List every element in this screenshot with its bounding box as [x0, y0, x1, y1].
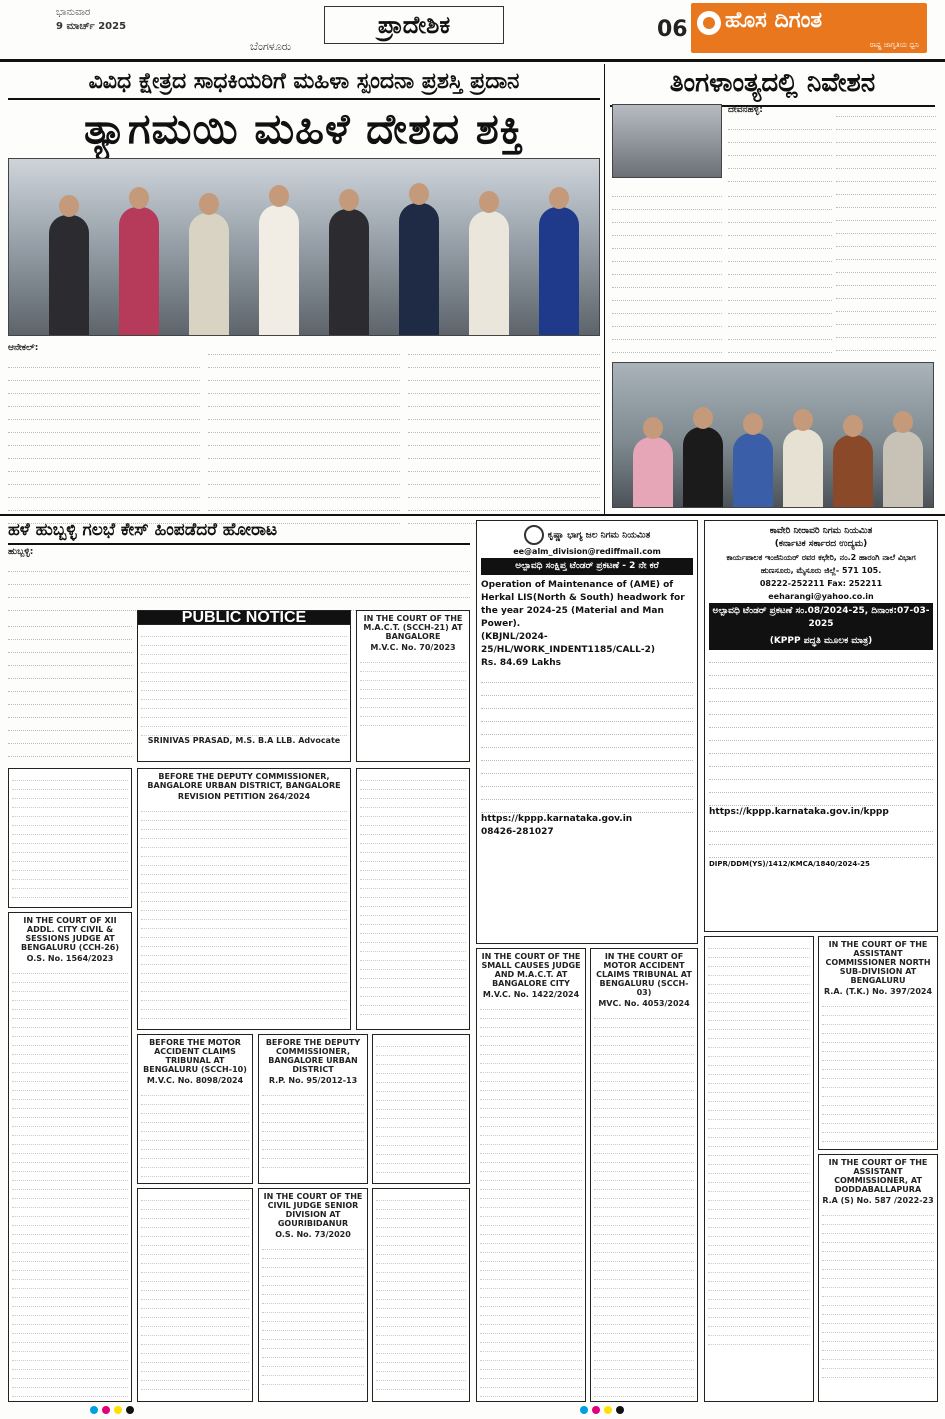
cnnl-tender: [704, 520, 938, 932]
photo-person: [833, 435, 873, 507]
masthead: [0, 0, 945, 62]
issue-day: ಭಾನುವಾರ: [56, 7, 91, 18]
photo-person: [399, 203, 439, 335]
right-thumbnail-photo: [612, 104, 722, 178]
notice-case-no: R.A. (T.K.) No. 397/2024: [823, 987, 933, 996]
notice-case-no: REVISION PETITION 264/2024: [177, 792, 311, 801]
issue-date: [56, 6, 126, 34]
bottom-dateline: ಹುಬ್ಬಳ್ಳಿ:: [8, 547, 34, 557]
issue-date-text: 9 ಮಾರ್ಚ್ 2025: [56, 21, 127, 32]
right-body-col-3: [612, 184, 722, 353]
photo-person: [883, 431, 923, 507]
print-registration-marks: [0, 1406, 945, 1416]
public-notice-title: PUBLIC NOTICE: [138, 611, 350, 625]
magenta-dot-icon: [592, 1406, 600, 1414]
tender-email: eeharangi@yahoo.co.in: [768, 592, 874, 601]
photo-person: [119, 207, 159, 335]
tender-phone: 08426-281027: [481, 827, 554, 837]
photo-person: [783, 429, 823, 507]
yellow-dot-icon: [114, 1406, 122, 1414]
tender-ref: DIPR/DDM(YS)/1412/KMCA/1840/2024-25: [709, 860, 870, 868]
lead-photo: [8, 158, 600, 336]
court-notice: [590, 948, 698, 1402]
bottom-body: [8, 546, 470, 611]
lead-body-col-3: [408, 342, 600, 524]
tender-email: ee@alm_division@rediffmail.com: [513, 547, 661, 556]
notice-case-no: R.P. No. 95/2012-13: [268, 1076, 358, 1085]
photo-person: [733, 433, 773, 507]
lead-headline: ತ್ಯಾಗಮಯಿ ಮಹಿಳೆ ದೇಶದ ಶಕ್ತಿ: [83, 104, 525, 153]
photo-person: [633, 437, 673, 507]
court-notice: [137, 768, 351, 1030]
lead-kicker: ವಿವಿಧ ಕ್ಷೇತ್ರದ ಸಾಧಕಿಯರಿಗೆ ಮಹಿಳಾ ಸ್ಪಂದನಾ ಪ್ರಶಸ್ತಿ ಪ್ರದಾನ: [8, 68, 600, 100]
bottom-headline: ಹಳೆ ಹುಬ್ಬಳ್ಳಿ ಗಲಭೆ ಕೇಸ್ ಹಿಂಪಡೆದರೆ ಹೋರಾಟ: [8, 520, 470, 545]
court-notice: [8, 912, 132, 1402]
kannada-notice: [356, 768, 470, 1030]
kannada-notice: [372, 1034, 470, 1184]
tender-portal[interactable]: https://kppp.karnataka.gov.in/kppp: [709, 807, 889, 817]
lead-body-col-1: [8, 342, 200, 524]
edition-city: ಬೆಂಗಳೂರು: [250, 40, 292, 53]
notice-case-no: MVC. No. 4053/2024: [598, 999, 690, 1008]
kbjnl-tender: [476, 520, 698, 944]
notice-court: BEFORE THE DEPUTY COMMISSIONER, BANGALORE URBAN DISTRICT: [265, 1038, 361, 1074]
cyan-dot-icon: [90, 1406, 98, 1414]
photo-person: [539, 207, 579, 335]
photo-person: [49, 215, 89, 335]
tender-title: ಅಲ್ಪಾವಧಿ ಟೆಂಡರ್ ಪ್ರಕಟಣೆ ಸಂ.08/2024-25, ದಿನಾಂಕ:07-03-2025: [709, 603, 933, 633]
magenta-dot-icon: [102, 1406, 110, 1414]
court-notice-left: [8, 768, 132, 908]
right-body-col-1: [728, 104, 832, 182]
newspaper-tagline: ರಾಷ್ಟ್ರ ಜಾಗೃತಿಯ ಧ್ವನಿ: [869, 41, 919, 49]
right-body-col-4: [728, 184, 832, 353]
kannada-notice: [704, 936, 814, 1402]
notice-court: IN THE COURT OF THE ASSISTANT COMMISSIONER NORTH SUB-DIVISION AT BENGALURU: [825, 940, 931, 985]
right-body-col-2: [836, 104, 936, 351]
notice-court: BEFORE THE MOTOR ACCIDENT CLAIMS TRIBUNAL AT BENGALURU (SCCH-10): [143, 1038, 247, 1074]
tender-title: ಅಲ್ಪಾವಧಿ ಸಂಕ್ಷಿಪ್ತ ಟೆಂಡರ್ ಪ್ರಕಟಣೆ - 2 ನೇ ಕರೆ: [481, 558, 693, 575]
notice-case-no: O.S. No. 1564/2023: [26, 954, 114, 963]
right-dateline: ದೇವನಹಳ್ಳಿ:: [728, 105, 763, 115]
tender-mode: (KPPP ಪದ್ಧತಿ ಮೂಲಕ ಮಾತ್ರ): [709, 633, 933, 650]
court-notice: [137, 1034, 253, 1184]
tender-org-sub: (ಕರ್ನಾಟಕ ಸರ್ಕಾರದ ಉದ್ಯಮ): [774, 539, 868, 549]
photo-person: [259, 205, 299, 335]
notice-court: IN THE COURT OF XII ADDL. CITY CIVIL & SESSIONS JUDGE AT BENGALURU (CCH-26): [21, 916, 119, 952]
tender-phone: 08222-252211 Fax: 252211: [759, 579, 883, 588]
lead-dateline: ಆನೇಕಲ್:: [8, 343, 39, 353]
court-notice: [818, 936, 938, 1150]
tender-amount: Rs. 84.69 Lakhs: [481, 658, 561, 668]
court-notice: [476, 948, 586, 1402]
court-notice: [258, 1034, 368, 1184]
court-notice: [258, 1188, 368, 1402]
page-number: 06: [657, 17, 688, 42]
notice-case-no: R.A (S) No. 587 /2022-23: [822, 1196, 934, 1205]
notice-case-no: M.V.C. No. 70/2023: [370, 643, 456, 652]
kannada-notice: [372, 1188, 470, 1402]
tender-office: ಕಾರ್ಯಪಾಲಕ ಇಂಜಿನಿಯರ್ ರವರ ಕಛೇರಿ, ನಂ.2 ಹಾರಂಗಿ ನಾಲೆ ವಿಭಾಗ: [726, 553, 916, 562]
notice-court: IN THE COURT OF THE ASSISTANT COMMISSIONER, AT DODDABALLAPURA: [828, 1158, 928, 1194]
lead-body-col-2: [208, 342, 400, 524]
notice-court: IN THE COURT OF MOTOR ACCIDENT CLAIMS TRIBUNAL AT BENGALURU (SCCH-03): [596, 952, 692, 997]
tender-portal[interactable]: https://kppp.karnataka.gov.in: [481, 814, 633, 824]
notice-case-no: M.V.C. No. 1422/2024: [482, 990, 580, 999]
sun-logo-icon: [697, 11, 721, 35]
newspaper-logo: [657, 3, 927, 53]
kannada-notice: [137, 1188, 253, 1402]
right-headline: ತಿಂಗಳಾಂತ್ಯದಲ್ಲಿ ನಿವೇಶನ: [610, 68, 935, 107]
tender-address: ಹುಣಸೂರು, ಮೈಸೂರು ಜಿಲ್ಲೆ- 571 105.: [760, 566, 882, 575]
tender-work: Operation of Maintenance of (AME) of Herkal LIS(North & South) headwork for the year 2024-25 (Material and Man Power).: [481, 580, 685, 629]
yellow-dot-icon: [604, 1406, 612, 1414]
court-notice: [356, 610, 470, 762]
black-dot-icon: [616, 1406, 624, 1414]
tender-org: ಕಾವೇರಿ ನೀರಾವರಿ ನಿಗಮ ನಿಯಮಿತ: [769, 526, 873, 536]
karnataka-emblem-icon: [524, 525, 544, 545]
cyan-dot-icon: [580, 1406, 588, 1414]
tender-org: ಕೃಷ್ಣಾ ಭಾಗ್ಯ ಜಲ ನಿಗಮ ನಿಯಮಿತ: [547, 530, 651, 541]
notice-advocate: SRINIVAS PRASAD, M.S. B.A LLB. Advocate: [147, 736, 341, 745]
notice-court: BEFORE THE DEPUTY COMMISSIONER, BANGALORE URBAN DISTRICT, BANGALORE: [147, 772, 341, 790]
newspaper-name: ಹೊಸ ದಿಗಂತ: [725, 7, 823, 33]
photo-person: [683, 427, 723, 507]
black-dot-icon: [126, 1406, 134, 1414]
photo-person: [469, 211, 509, 335]
photo-person: [329, 209, 369, 335]
tender-indent: (KBJNL/2024-25/HL/WORK_INDENT1185/CALL-2): [481, 632, 656, 655]
notice-court: IN THE COURT OF THE CIVIL JUDGE SENIOR DIVISION AT GOURIBIDANUR: [263, 1192, 363, 1228]
notice-court: IN THE COURT OF THE SMALL CAUSES JUDGE AND M.A.C.T. AT BANGALORE CITY: [481, 952, 581, 988]
notice-court: IN THE COURT OF THE M.A.C.T. (SCCH-21) AT BANGALORE: [363, 614, 463, 641]
notice-case-no: M.V.C. No. 8098/2024: [146, 1076, 244, 1085]
public-notice: [137, 610, 351, 762]
notice-case-no: O.S. No. 73/2020: [275, 1230, 351, 1239]
right-story-photo: [612, 362, 934, 508]
photo-person: [189, 213, 229, 335]
court-notice: [818, 1154, 938, 1402]
section-title: ಪ್ರಾದೇಶಿಕ: [324, 6, 504, 44]
